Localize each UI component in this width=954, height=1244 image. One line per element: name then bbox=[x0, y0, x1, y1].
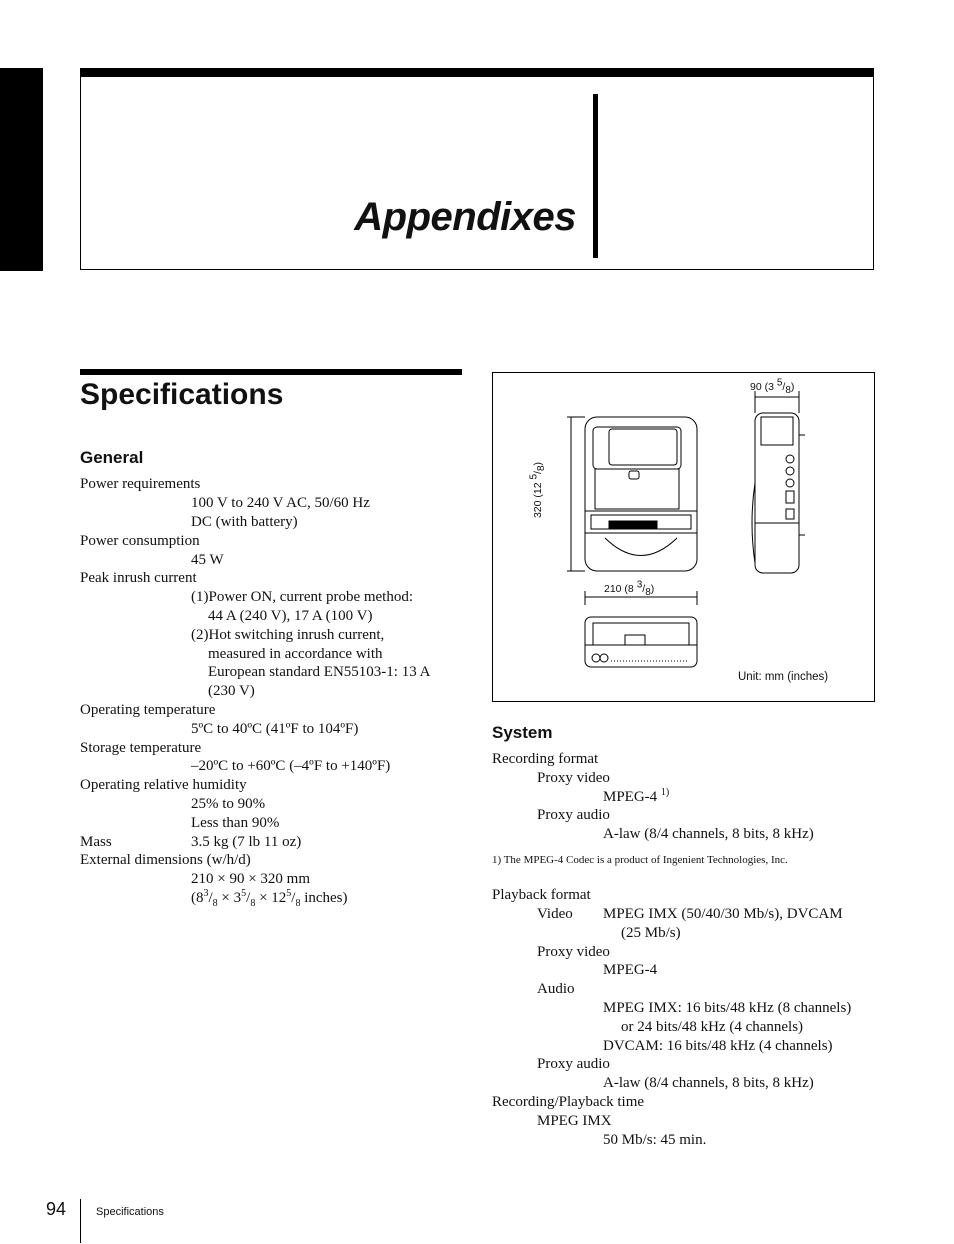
spec-value: (25 Mb/s) bbox=[621, 925, 681, 941]
chapter-title-bar bbox=[593, 94, 598, 258]
spec-label: External dimensions (w/h/d) bbox=[80, 852, 251, 868]
spec-sublabel: MPEG IMX bbox=[537, 1113, 612, 1129]
front-view-drawing bbox=[585, 417, 697, 571]
bottom-view-drawing bbox=[585, 617, 697, 667]
spec-label: Power consumption bbox=[80, 533, 200, 549]
spec-value-dimensions-inches: ($8^3/_8 \times 3^5/_8 \times 12^5/_8$ inches) bbox=[191, 888, 348, 909]
spec-sublabel: Proxy audio bbox=[537, 1056, 610, 1072]
spec-value: European standard EN55103-1: 13 A bbox=[208, 664, 431, 680]
spec-value: –20ºC to +60ºC (–4ºF to +140ºF) bbox=[191, 758, 391, 774]
spec-value: 25% to 90% bbox=[191, 796, 266, 812]
spec-sublabel: Proxy audio bbox=[537, 807, 610, 823]
spec-label: Storage temperature bbox=[80, 740, 202, 756]
spec-value: MPEG IMX: 16 bits/48 kHz (8 channels) bbox=[603, 1000, 852, 1016]
section-rule bbox=[80, 369, 462, 375]
spec-label: Recording format bbox=[492, 751, 599, 767]
page-number: 94 bbox=[46, 1199, 67, 1219]
spec-value: 100 V to 240 V AC, 50/60 Hz bbox=[191, 495, 370, 511]
system-heading: System bbox=[492, 723, 553, 742]
spec-label: Operating temperature bbox=[80, 702, 216, 718]
spec-value: DVCAM: 16 bits/48 kHz (4 channels) bbox=[603, 1038, 833, 1054]
spec-sublabel: Proxy video bbox=[537, 770, 610, 786]
spec-value: 210 × 90 × 320 mm bbox=[191, 871, 311, 887]
unit-note: Unit: mm (inches) bbox=[738, 671, 829, 683]
footer-section-label: Specifications bbox=[96, 1206, 164, 1218]
spec-label: Playback format bbox=[492, 887, 591, 903]
spec-value: 45 W bbox=[191, 552, 224, 568]
footnote-marker: 1) bbox=[660, 787, 670, 798]
spec-value: (1)Power ON, current probe method: bbox=[191, 589, 414, 605]
dimension-drawing bbox=[493, 373, 874, 701]
footer-divider bbox=[80, 1199, 81, 1243]
footnote: 1) The MPEG-4 Codec is a product of Ingenient Technologies, Inc. bbox=[492, 854, 788, 866]
spec-value: MPEG-4 $^{1)}$ bbox=[603, 787, 670, 805]
spec-value: measured in accordance with bbox=[208, 646, 383, 662]
spec-label: Mass bbox=[80, 834, 112, 850]
spec-value: A-law (8/4 channels, 8 bits, 8 kHz) bbox=[603, 1075, 814, 1091]
spec-sublabel: Video bbox=[537, 906, 573, 922]
spec-value: MPEG-4 bbox=[603, 962, 658, 978]
spec-sublabel: Proxy video bbox=[537, 944, 610, 960]
spec-value: DC (with battery) bbox=[191, 514, 298, 530]
spec-value: Less than 90% bbox=[191, 815, 280, 831]
spec-value: A-law (8/4 channels, 8 bits, 8 kHz) bbox=[603, 826, 814, 842]
spec-value: MPEG IMX (50/40/30 Mb/s), DVCAM bbox=[603, 906, 843, 922]
chapter-side-tab bbox=[0, 68, 43, 271]
general-heading: General bbox=[80, 448, 144, 467]
section-title: Specifications bbox=[80, 378, 284, 411]
spec-value: 5ºC to 40ºC (41ºF to 104ºF) bbox=[191, 721, 359, 737]
spec-value: or 24 bits/48 kHz (4 channels) bbox=[621, 1019, 804, 1035]
dimension-figure bbox=[492, 372, 875, 702]
spec-value: 50 Mb/s: 45 min. bbox=[603, 1132, 707, 1148]
spec-value: 3.5 kg (7 lb 11 oz) bbox=[191, 834, 302, 850]
spec-label: Operating relative humidity bbox=[80, 777, 247, 793]
spec-label: Peak inrush current bbox=[80, 570, 197, 586]
spec-sublabel: Audio bbox=[537, 981, 575, 997]
dimension-label-depth: 90 (3 $^5/_8$) bbox=[750, 377, 795, 397]
dimension-label-height: 320 (12 $^5/_8$) bbox=[528, 461, 548, 519]
side-view-drawing bbox=[752, 413, 805, 573]
chapter-title: Appendixes bbox=[354, 195, 576, 239]
spec-value: 44 A (240 V), 17 A (100 V) bbox=[208, 608, 373, 624]
dimension-label-width: 210 (8 $^3/_8$) bbox=[604, 579, 655, 599]
spec-label: Recording/Playback time bbox=[492, 1094, 645, 1110]
spec-value: (2)Hot switching inrush current, bbox=[191, 627, 385, 643]
spec-value: (230 V) bbox=[208, 683, 255, 699]
spec-label: Power requirements bbox=[80, 476, 201, 492]
